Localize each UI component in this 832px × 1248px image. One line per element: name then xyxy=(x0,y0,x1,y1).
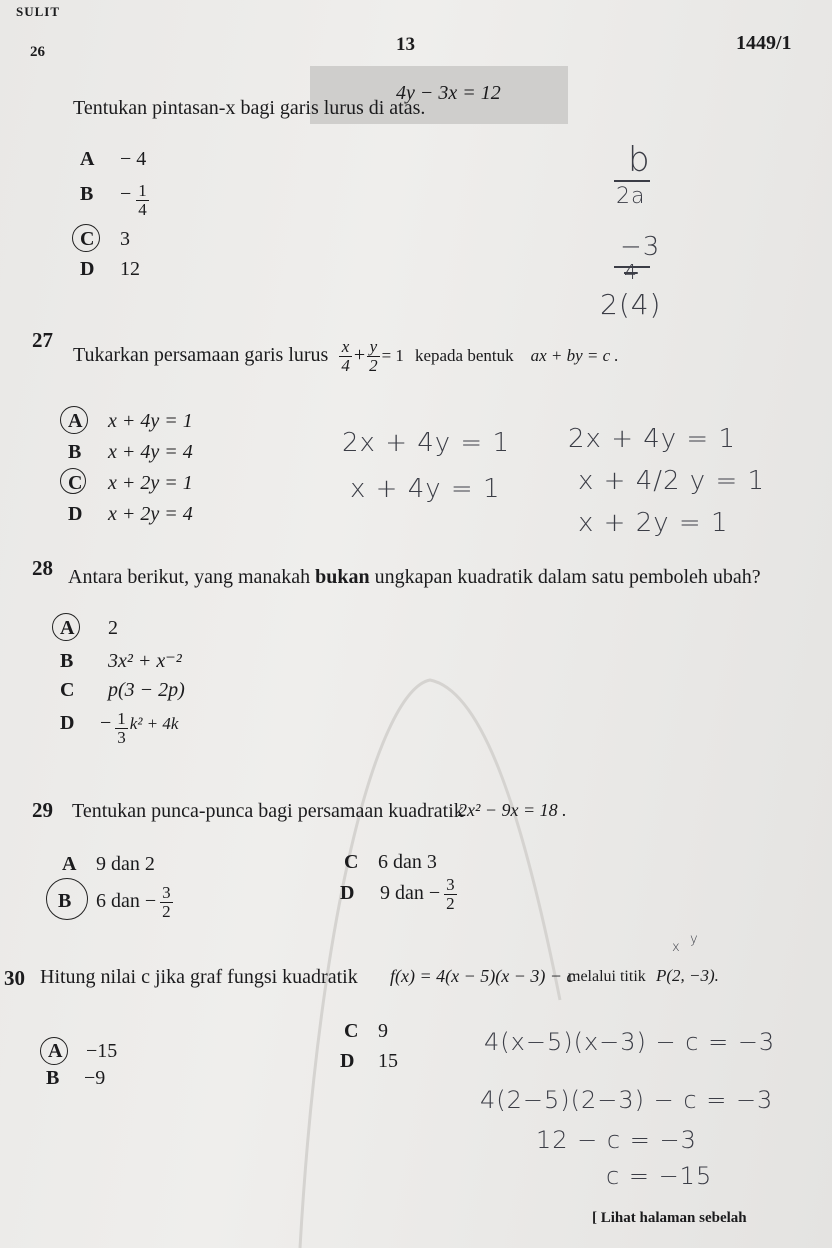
handwriting-fraction-bar xyxy=(614,180,650,182)
handwriting-y-mark: y xyxy=(690,932,699,947)
q26-text: Tentukan pintasan-x bagi garis lurus di atas. xyxy=(73,97,426,119)
answer-circle xyxy=(60,468,86,494)
option-letter: B xyxy=(60,650,74,672)
next-page-note: [ Lihat halaman sebelah xyxy=(592,1210,747,1226)
option-value: 9 dan xyxy=(380,881,424,904)
option-letter: C xyxy=(68,472,83,494)
option-value: 15 xyxy=(378,1050,398,1072)
option-letter: A xyxy=(48,1040,63,1062)
option-letter: C xyxy=(80,228,95,250)
plus-sign: + xyxy=(353,343,366,366)
handwriting-4: 4 xyxy=(624,260,638,284)
option-value: − 4 xyxy=(120,148,147,170)
fraction-numerator: 1 xyxy=(117,709,126,728)
option-sign: − xyxy=(100,711,112,734)
q27-option-d[interactable] xyxy=(68,503,193,526)
q27-text-after: kepada bentuk xyxy=(414,345,514,365)
fraction-numerator: 3 xyxy=(446,875,455,894)
q26-option-b[interactable] xyxy=(80,172,149,219)
equals-one: = 1 xyxy=(381,345,404,365)
fraction-numerator: y xyxy=(367,338,380,357)
answer-circle xyxy=(60,406,88,434)
option-letter: C xyxy=(60,679,75,701)
q30-text: Hitung nilai c jika graf fungsi kuadratik xyxy=(40,966,358,988)
q28-number: 28 xyxy=(32,556,53,580)
q26-option-a[interactable] xyxy=(80,148,146,171)
option-value: −9 xyxy=(84,1067,106,1089)
q29-number: 29 xyxy=(32,798,53,822)
handwriting-line: x + 2y = 1 xyxy=(578,508,729,538)
handwriting-line: 2x + 4y = 1 xyxy=(342,428,511,458)
q28-option-c[interactable] xyxy=(60,679,185,702)
q28-option-d[interactable] xyxy=(60,702,178,747)
option-value: x + 4y = 1 xyxy=(108,410,193,432)
q27-frac-x4 xyxy=(339,338,352,375)
option-letter: D xyxy=(340,1050,355,1072)
option-value: 2 xyxy=(108,617,118,639)
fraction-denominator: 4 xyxy=(138,199,147,219)
handwriting-b: b xyxy=(628,140,651,180)
option-value: 6 dan 3 xyxy=(378,851,437,873)
handwriting-2-4: 2(4) xyxy=(600,288,662,321)
option-value: 3x² + x⁻² xyxy=(108,650,182,672)
handwriting-2a: 2a xyxy=(616,184,646,209)
q30-number: 30 xyxy=(4,966,25,990)
option-fraction xyxy=(115,710,128,747)
option-letter: B xyxy=(58,889,72,912)
option-letter: D xyxy=(68,503,83,525)
option-letter: D xyxy=(80,258,95,280)
answer-circle xyxy=(72,224,100,252)
q29-equation: 2x² − 9x = 18 . xyxy=(458,800,567,820)
option-letter: A xyxy=(62,853,77,875)
fraction-numerator: x xyxy=(339,338,352,357)
q29-option-c[interactable] xyxy=(344,851,437,874)
q28-option-b[interactable] xyxy=(60,648,182,673)
option-letter: A xyxy=(68,410,83,432)
handwriting-line: x + 4/2 y = 1 xyxy=(578,466,766,496)
option-sign: − xyxy=(144,889,157,912)
option-letter: B xyxy=(46,1067,60,1089)
option-letter: A xyxy=(80,148,95,170)
fraction-denominator: 2 xyxy=(369,355,378,375)
answer-circle xyxy=(40,1037,68,1065)
sulit-label: SULIT xyxy=(16,4,61,19)
option-value: k² + 4k xyxy=(129,713,179,733)
option-value: 6 dan xyxy=(96,889,140,912)
handwriting-line: c = −15 xyxy=(606,1162,713,1190)
q27-text-before: Tukarkan persamaan garis lurus xyxy=(73,343,329,366)
handwriting-line: 4(x−5)(x−3) − c = −3 xyxy=(484,1028,776,1056)
option-value: x + 4y = 4 xyxy=(108,441,193,463)
q30-option-c[interactable] xyxy=(344,1020,388,1043)
option-value: 3 xyxy=(120,228,130,250)
q29-text: Tentukan punca-punca bagi persamaan kuadratik xyxy=(72,800,464,822)
page-number-left: 26 xyxy=(30,44,45,60)
option-letter: D xyxy=(340,881,355,904)
option-value: 9 dan 2 xyxy=(96,853,155,875)
option-value: p(3 − 2p) xyxy=(108,679,185,701)
option-value: −15 xyxy=(86,1040,118,1062)
q29-option-d[interactable] xyxy=(340,876,457,913)
option-value: 12 xyxy=(120,258,140,280)
option-letter: D xyxy=(60,711,75,734)
option-fraction xyxy=(136,182,149,219)
option-sign: − xyxy=(428,881,441,904)
q30-option-b[interactable] xyxy=(46,1067,105,1090)
option-sign: − xyxy=(120,182,132,205)
handwriting-line: 2x + 4y = 1 xyxy=(568,424,737,454)
fraction-denominator: 4 xyxy=(341,355,350,375)
q26-option-d[interactable] xyxy=(80,258,140,281)
handwriting-line: 4(2−5)(2−3) − c = −3 xyxy=(480,1086,774,1114)
q27-option-c[interactable] xyxy=(68,472,193,495)
q27-frac-y2 xyxy=(367,338,380,375)
page-number: 13 xyxy=(396,34,415,55)
answer-circle xyxy=(46,878,88,920)
q26-equation: 4y − 3x = 12 xyxy=(396,82,501,104)
fraction-denominator: 3 xyxy=(117,727,126,747)
q27-text xyxy=(73,338,619,375)
option-fraction xyxy=(444,876,457,913)
fraction-denominator: 2 xyxy=(446,893,455,913)
fraction-numerator: 1 xyxy=(138,181,147,200)
q30-function: f(x) = 4(x − 5)(x − 3) − c xyxy=(390,966,575,986)
q27-number: 27 xyxy=(32,328,53,352)
paper-code: 1449/1 xyxy=(736,32,792,54)
option-value: x + 2y = 4 xyxy=(108,503,193,525)
handwriting-minus-3: −3 xyxy=(620,232,661,262)
q28-text-bold: bukan xyxy=(315,566,370,588)
option-fraction xyxy=(160,884,173,921)
answer-circle xyxy=(52,613,80,641)
q29-option-a[interactable] xyxy=(62,853,155,876)
handwriting-line: x + 4y = 1 xyxy=(350,474,501,504)
q30-point: P(2, −3). xyxy=(656,966,719,985)
fraction-numerator: 3 xyxy=(162,883,171,902)
q30-text-mid: melalui titik xyxy=(568,968,646,985)
handwriting-x-mark: x xyxy=(672,940,681,955)
handwriting-line: 12 − c = −3 xyxy=(536,1126,697,1154)
q30-option-d[interactable] xyxy=(340,1050,398,1073)
option-letter: B xyxy=(68,441,82,463)
fraction-denominator: 2 xyxy=(162,901,171,921)
option-letter: B xyxy=(80,182,94,205)
q27-form: ax + by = c . xyxy=(530,345,619,365)
option-value: x + 2y = 1 xyxy=(108,472,193,494)
option-letter: C xyxy=(344,1020,359,1042)
option-letter: A xyxy=(60,617,75,639)
option-value: 9 xyxy=(378,1020,388,1042)
q28-text xyxy=(68,566,761,589)
option-letter: C xyxy=(344,851,359,873)
q28-text-a: Antara berikut, yang manakah xyxy=(68,566,316,588)
q27-option-b[interactable] xyxy=(68,441,193,464)
q28-text-b: ungkapan kuadratik dalam satu pemboleh ubah? xyxy=(369,566,761,588)
